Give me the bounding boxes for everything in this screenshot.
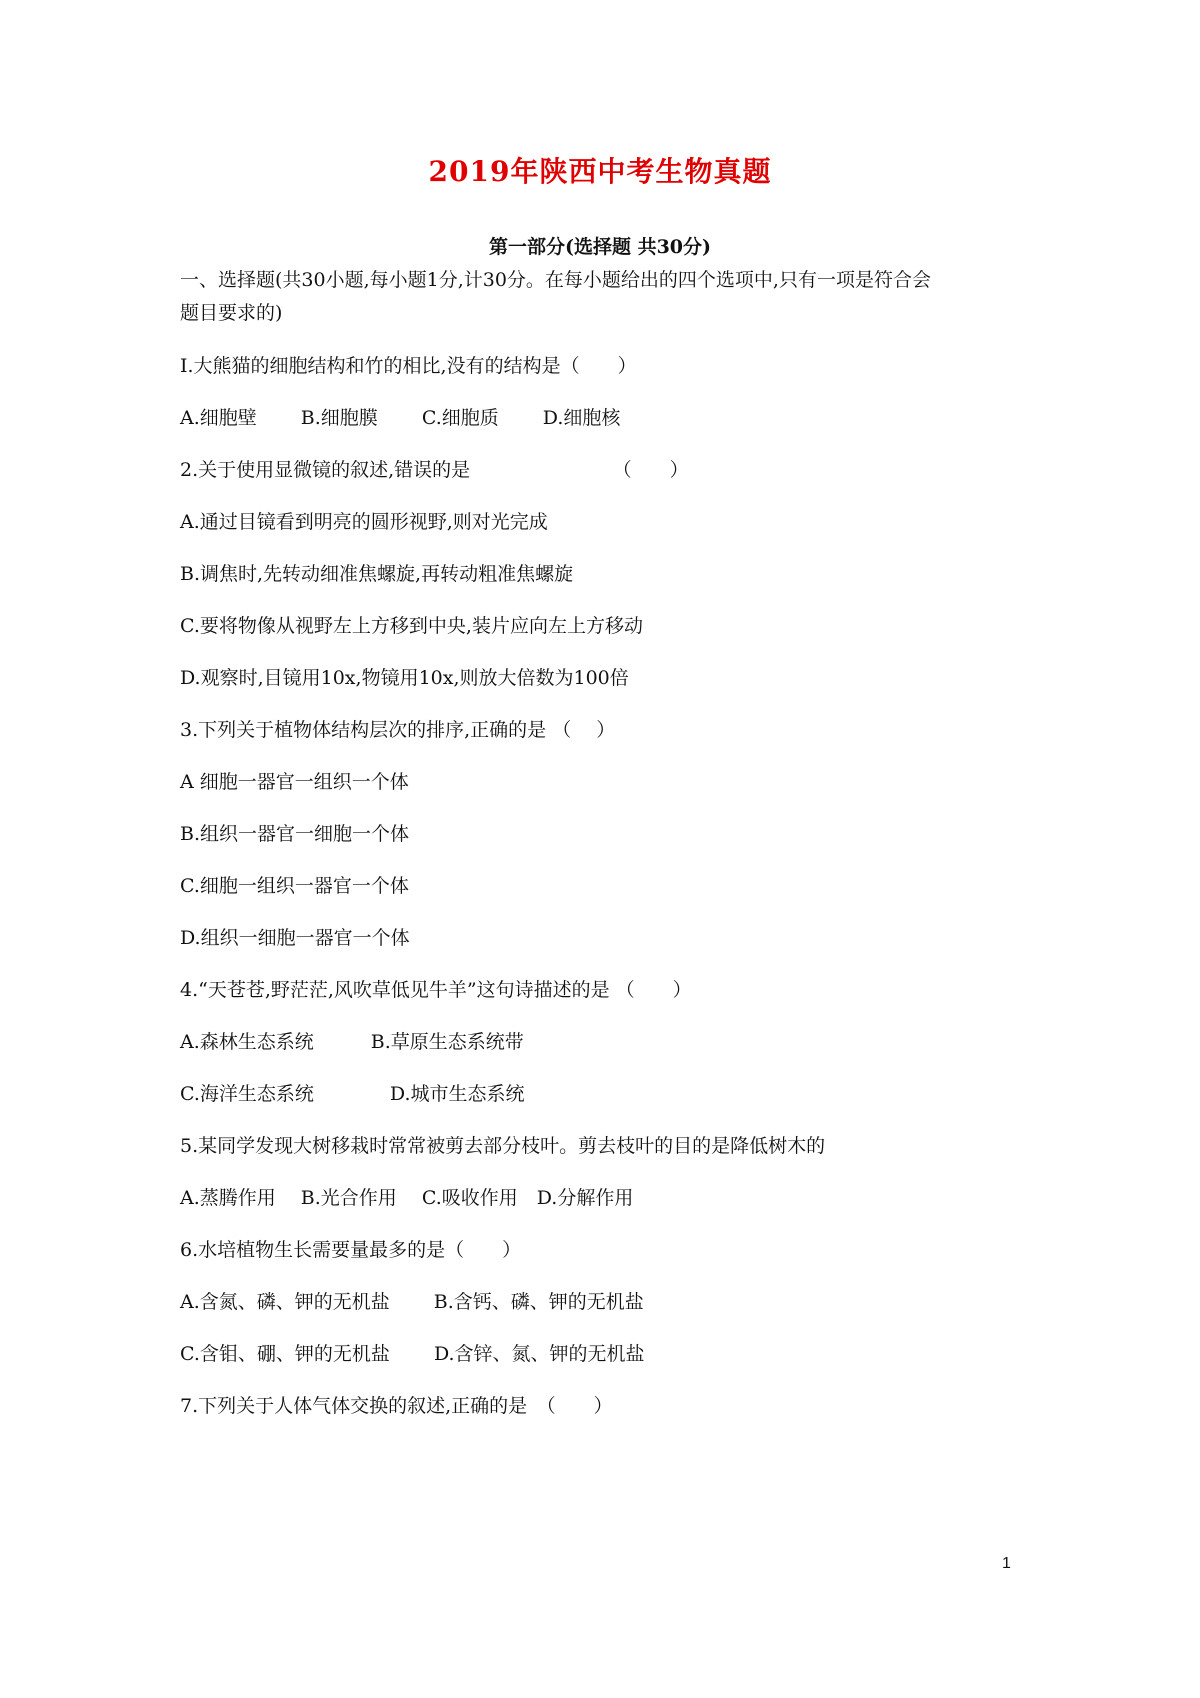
question-7: 7.下列关于人体气体交换的叙述,正确的是 （ ） [180,1395,613,1417]
question-5-options: A.蒸腾作用 B.光合作用 C.吸收作用 D.分解作用 [180,1187,634,1209]
question-2-option-c: C.要将物像从视野左上方移到中央,装片应向左上方移动 [180,615,643,637]
question-2-option-b: B.调焦时,先转动细准焦螺旋,再转动粗准焦螺旋 [180,563,574,585]
instruction-line-1: 一、选择题(共30小题,每小题1分,计30分。在每小题给出的四个选项中,只有一项是符合会 [180,269,931,291]
question-3-option-c: C.细胞一组织一器官一个体 [180,875,409,897]
page-title: 2019年陕西中考生物真题 [428,155,772,188]
question-1: I.大熊猫的细胞结构和竹的相比,没有的结构是（ ） [180,355,637,377]
question-4-options-ab: A.森林生态系统 B.草原生态系统带 [180,1031,524,1053]
question-3-option-d: D.组织一细胞一器官一个体 [180,927,410,949]
question-4-options-cd: C.海洋生态系统 D.城市生态系统 [180,1083,525,1105]
question-2-option-d: D.观察时,目镜用10x,物镜用10x,则放大倍数为100倍 [180,667,629,689]
question-5: 5.某同学发现大树移栽时常常被剪去部分枝叶。剪去枝叶的目的是降低树木的 [180,1135,826,1157]
question-3: 3.下列关于植物体结构层次的排序,正确的是 （ ） [180,719,616,741]
question-6-options-ab: A.含氮、磷、钾的无机盐 B.含钙、磷、钾的无机盐 [180,1291,644,1313]
page-number: 1 [1002,1555,1011,1572]
question-6: 6.水培植物生长需要量最多的是（ ） [180,1239,522,1261]
section-heading: 第一部分(选择题 共30分) [488,236,712,258]
question-6-options-cd: C.含钼、硼、钾的无机盐 D.含锌、氮、钾的无机盐 [180,1343,645,1365]
question-3-option-b: B.组织一器官一细胞一个体 [180,823,410,845]
question-1-options: A.细胞壁 B.细胞膜 C.细胞质 D.细胞核 [180,407,621,429]
instruction-line-2: 题目要求的) [180,302,283,324]
question-3-option-a: A 细胞一器官一组织一个体 [180,771,409,793]
question-4: 4.“天苍苍,野茫茫,风吹草低见牛羊”这句诗描述的是 （ ） [180,979,692,1001]
question-2: 2.关于使用显微镜的叙述,错误的是 （ ） [180,459,689,481]
question-2-option-a: A.通过目镜看到明亮的圆形视野,则对光完成 [180,511,548,533]
